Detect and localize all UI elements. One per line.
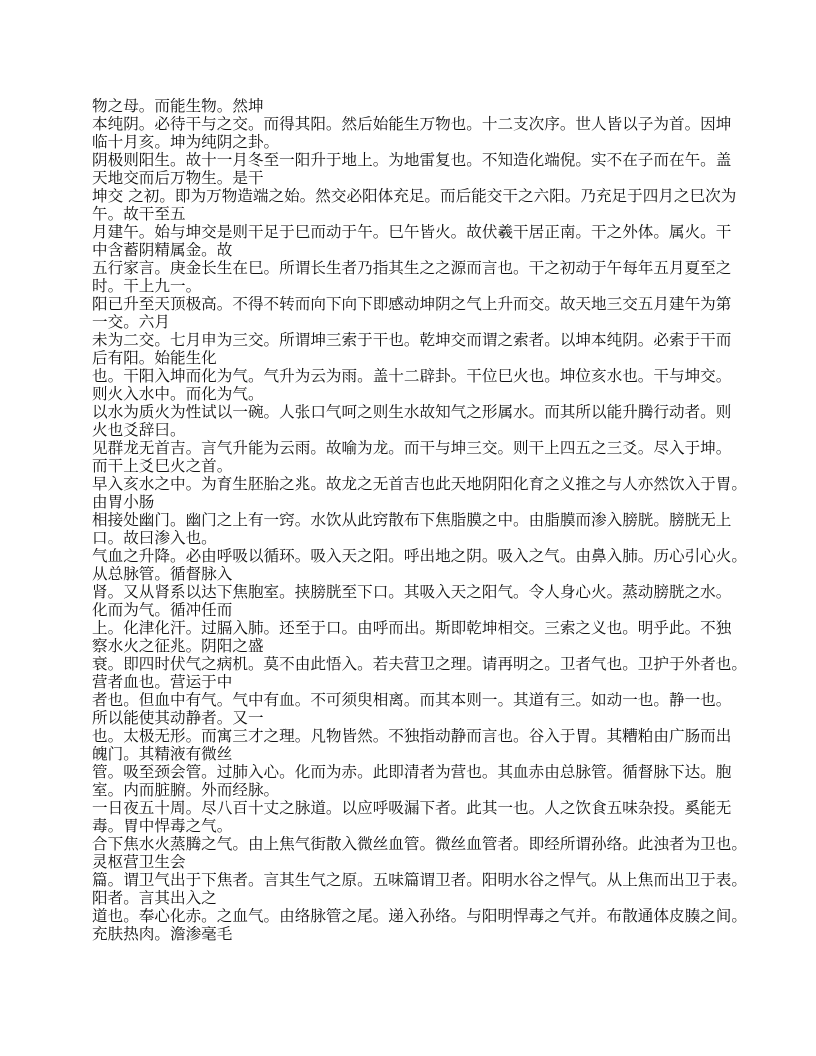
text-line: 时。干上九一。 <box>92 277 202 295</box>
text-line: 也。太极无形。而寓三才之理。凡物皆然。不独指动静而言也。谷入于胃。其糟粕由广肠而出 <box>92 727 732 745</box>
text-line <box>92 943 732 961</box>
text-line: 肾。又从肾系以达下焦胞室。挟膀胱至下口。其吸入天之阳气。令人身心火。蒸动膀胱之水。 <box>92 583 732 601</box>
text-line: 衰。即四时伏气之病机。莫不由此悟入。若夫营卫之理。请再明之。卫者气也。卫护于外者也。 <box>92 655 747 673</box>
text-line: 阳者。言其出入之 <box>92 889 217 907</box>
text-line: 口。故曰渗入也。 <box>92 529 217 547</box>
text-line: 篇。谓卫气出于下焦者。言其生气之原。五味篇谓卫者。阳明水谷之悍气。从上焦而出卫于表。 <box>92 871 747 889</box>
text-line: 天地交而后万物生。是干 <box>92 169 264 187</box>
text-line: 一日夜五十周。尽八百十丈之脉道。以应呼吸漏下者。此其一也。人之饮食五味杂投。奚能无 <box>92 799 732 817</box>
text-line: 充肤热肉。澹渗毫毛 <box>92 925 233 943</box>
text-line: 魄门。其精液有微丝 <box>92 745 233 763</box>
text-line: 早入亥水之中。为育生胚胎之兆。故龙之无首吉也此天地阴阳化育之义推之与人亦然饮入于胃。 <box>92 475 747 493</box>
text-line: 月建午。始与坤交是则干足于巳而动于午。巳午皆火。故伏羲干居正南。干之外体。属火。干 <box>92 223 732 241</box>
text-line: 室。内而脏腑。外而经脉。 <box>92 781 280 799</box>
text-line: 营者血也。营运于中 <box>92 673 233 691</box>
text-line: 阴极则阳生。故十一月冬至一阳升于地上。为地雷复也。不知造化端倪。实不在子而在午。盖 <box>92 151 732 169</box>
text-line: 未为二交。七月申为三交。所谓坤三索于干也。乾坤交而谓之索者。以坤本纯阴。必索于干而 <box>92 331 732 349</box>
text-line: 而干上爻巳火之首。 <box>92 457 233 475</box>
text-line: 坤交 之初。即为万物造端之始。然交必阳体充足。而后能交干之六阳。乃充足于四月之巳次为 <box>92 187 737 205</box>
text-line: 所以能使其动静者。又一 <box>92 709 264 727</box>
text-line: 气血之升降。必由呼吸以循环。吸入天之阳。呼出地之阴。吸入之气。由鼻入肺。历心引心火。 <box>92 547 747 565</box>
text-line: 灵枢营卫生会 <box>92 853 186 871</box>
text-line: 化而为气。循冲任而 <box>92 601 233 619</box>
text-line: 火也爻辞曰。 <box>92 421 186 439</box>
text-line: 物之母。而能生物。然坤 <box>92 97 264 115</box>
text-line: 五行家言。庚金长生在巳。所谓长生者乃指其生之之源而言也。干之初动于午每年五月夏至之 <box>92 259 732 277</box>
text-line: 相接处幽门。幽门之上有一窍。水饮从此窍散布下焦脂膜之中。由脂膜而渗入膀胱。膀胱无上 <box>92 511 732 529</box>
text-line: 管。吸至颈会管。过肺入心。化而为赤。此即清者为营也。其血赤由总脉管。循督脉下达。胞 <box>92 763 732 781</box>
text-line: 中含蓄阴精属金。故 <box>92 241 233 259</box>
text-line: 合下焦水火蒸腾之气。由上焦气街散入微丝血管。微丝血管者。即经所谓孙络。此浊者为卫也。 <box>92 835 747 853</box>
text-line: 后有阳。始能生化 <box>92 349 217 367</box>
text-line: 临十月亥。坤为纯阴之卦。 <box>92 133 280 151</box>
text-line: 道也。奉心化赤。之血气。由络脉管之尾。递入孙络。与阳明悍毒之气并。布散通体皮腠之间。 <box>92 907 747 925</box>
text-line: 从总脉管。循督脉入 <box>92 565 233 583</box>
text-line: 由胃小肠 <box>92 493 155 511</box>
text-line: 察水火之征兆。阴阳之盛 <box>92 637 264 655</box>
text-line: 阳已升至天顶极高。不得不转而向下向下即感动坤阴之气上升而交。故天地三交五月建午为第 <box>92 295 732 313</box>
text-line: 者也。但血中有气。气中有血。不可须臾相离。而其本则一。其道有三。如动一也。静一也。 <box>92 691 732 709</box>
text-line: 见群龙无首吉。言气升能为云雨。故喻为龙。而干与坤三交。则干上四五之三爻。尽入于坤。 <box>92 439 732 457</box>
text-line: 本纯阴。必待干与之交。而得其阳。然后始能生万物也。十二支次序。世人皆以子为首。因坤 <box>92 115 732 133</box>
text-line: 上。化津化汗。过膈入肺。还至于口。由呼而出。斯即乾坤相交。三索之义也。明乎此。不独 <box>92 619 732 637</box>
text-line: 毒。胃中悍毒之气。 <box>92 817 233 835</box>
text-line: 以水为质火为性试以一碗。人张口气呵之则生水故知气之形属水。而其所以能升腾行动者。则 <box>92 403 732 421</box>
text-line: 一交。六月 <box>92 313 170 331</box>
text-line: 午。故干至五 <box>92 205 186 223</box>
document-page <box>92 97 747 961</box>
text-line: 也。干阳入坤而化为气。气升为云为雨。盖十二辟卦。干位巳火也。坤位亥水也。干与坤交。 <box>92 367 732 385</box>
text-line: 则火入水中。而化为气。 <box>92 385 264 403</box>
